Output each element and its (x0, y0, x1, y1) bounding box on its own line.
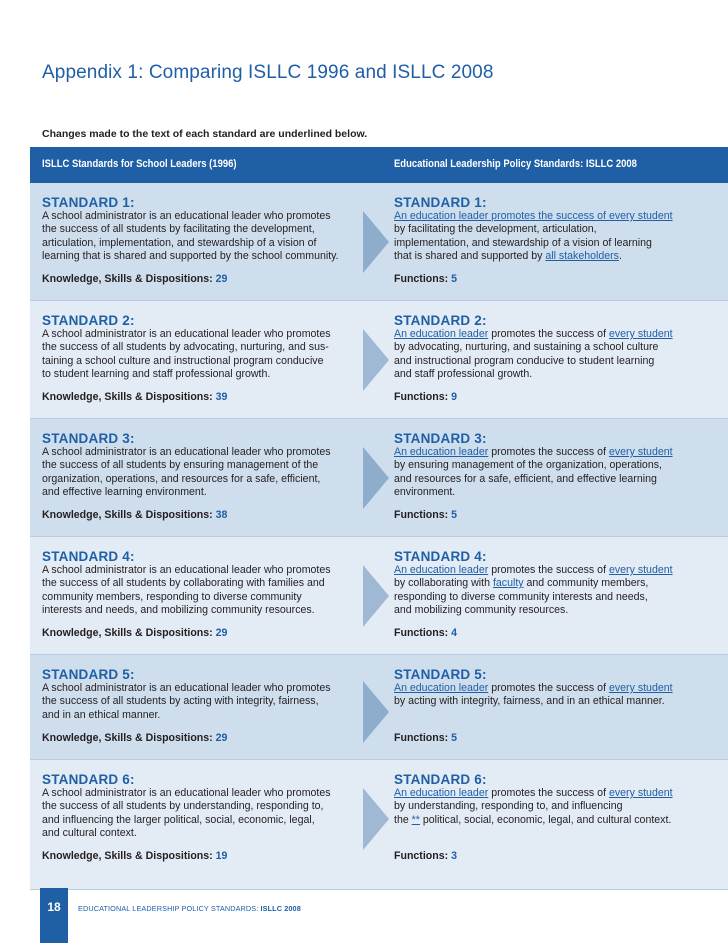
functions-value: 5 (451, 273, 457, 285)
standard-text-2008 (394, 787, 704, 827)
changed-text: An education leader promotes the success of every student (394, 210, 673, 222)
ksd-value: 19 (215, 850, 228, 862)
chevron-right-icon (363, 788, 389, 850)
ksd-label: Knowledge, Skills & Dispositions: (42, 850, 213, 862)
functions-count (394, 850, 457, 862)
changed-text: every student (608, 328, 673, 340)
ksd-label: Knowledge, Skills & Dispositions: (42, 391, 213, 403)
functions-count (394, 627, 457, 639)
standard-heading-2008: STANDARD 3: (394, 431, 487, 446)
standard-1996-cell (42, 431, 360, 500)
changed-text: ** (411, 813, 420, 826)
standard-row (30, 301, 728, 419)
standard-row (30, 655, 728, 760)
footer-text-main: EDUCATIONAL LEADERSHIP POLICY STANDARDS: (78, 904, 259, 913)
ksd-value: 29 (215, 627, 228, 639)
unchanged-text: promotes the success of (488, 787, 609, 799)
standard-2008-cell (394, 549, 704, 618)
unchanged-text: by collaborating with (394, 577, 490, 590)
unchanged-text: . (618, 250, 622, 263)
standard-text-1996: A school administrator is an educational leader who promotes the success of all students by acting with integrity, fairness, and in an ethical manner. (42, 682, 331, 721)
standard-row (30, 537, 728, 655)
ksd-value: 29 (215, 273, 228, 285)
page-subtitle: Changes made to the text of each standard are underlined below. (42, 128, 368, 140)
changed-text: An education leader (394, 564, 489, 576)
table-header (30, 147, 728, 183)
functions-label: Functions: (394, 273, 449, 285)
standard-heading-1996: STANDARD 5: (42, 667, 135, 682)
standard-2008-cell (394, 667, 704, 709)
standard-text-1996: A school administrator is an educational leader who promotes the success of all students by advocating, nurturing, and sus- taining a school culture and instructional program conducive to student learning and staff professional growth. (42, 328, 331, 381)
functions-label: Functions: (394, 732, 449, 744)
header-right-label: Educational Leadership Policy Standards: ISLLC 2008 (394, 158, 637, 170)
functions-label: Functions: (394, 509, 449, 521)
standard-1996-cell (42, 313, 360, 382)
unchanged-text: by acting with integrity, fairness, and in an ethical manner. (394, 695, 665, 708)
unchanged-text: by advocating, nurturing, and sustaining a school culture and instructional program conducive to student learning and staff professional growth. (394, 341, 659, 381)
unchanged-text: promotes the success of (488, 682, 609, 694)
changed-text: faculty (492, 577, 524, 590)
unchanged-text: by facilitating the development, articulation, implementation, and stewardship of a vision of learning that is shared and supported by (394, 223, 652, 263)
page-footer (30, 888, 728, 943)
functions-count (394, 391, 457, 403)
standard-heading-2008: STANDARD 4: (394, 549, 487, 564)
unchanged-text: and community members, responding to diverse community interests and needs, and mobilizing community resources. (394, 577, 649, 617)
standard-text-2008 (394, 210, 704, 264)
unchanged-text: promotes the success of (488, 446, 609, 458)
unchanged-text: political, social, economic, legal, and cultural context. (419, 813, 672, 826)
standard-heading-2008: STANDARD 2: (394, 313, 487, 328)
functions-value: 5 (451, 732, 457, 744)
standard-row (30, 419, 728, 537)
standard-heading-1996: STANDARD 3: (42, 431, 135, 446)
standard-text-2008 (394, 682, 704, 709)
chevron-right-icon (363, 681, 389, 743)
standard-text-2008 (394, 446, 704, 500)
page-title: Appendix 1: Comparing ISLLC 1996 and ISLLC 2008 (42, 62, 494, 83)
ksd-count (42, 850, 227, 862)
header-left-label: ISLLC Standards for School Leaders (1996) (42, 158, 237, 170)
ksd-count (42, 509, 227, 521)
standard-1996-cell (42, 772, 360, 841)
ksd-value: 29 (215, 732, 228, 744)
ksd-value: 38 (215, 509, 228, 521)
standards-table (30, 183, 728, 890)
standard-heading-1996: STANDARD 1: (42, 195, 135, 210)
changed-text: An education leader (394, 787, 489, 799)
ksd-count (42, 627, 227, 639)
functions-value: 3 (451, 850, 457, 862)
page-number: 18 (47, 900, 61, 914)
changed-text: every student (608, 446, 673, 458)
changed-text: every student (608, 682, 673, 694)
unchanged-text: promotes the success of (488, 328, 609, 340)
functions-count (394, 732, 457, 744)
standard-heading-1996: STANDARD 2: (42, 313, 135, 328)
standard-heading-1996: STANDARD 6: (42, 772, 135, 787)
chevron-right-icon (363, 447, 389, 509)
changed-text: every student (608, 787, 673, 799)
standard-2008-cell (394, 772, 704, 827)
unchanged-text: by understanding, responding to, and influencing the (394, 800, 623, 826)
changed-text: all stakeholders (545, 250, 619, 263)
functions-count (394, 509, 457, 521)
unchanged-text: by ensuring management of the organization, operations, and resources for a safe, efficient, and effective learning environment. (394, 459, 662, 499)
ksd-count (42, 273, 227, 285)
footer-text (78, 904, 301, 913)
standard-2008-cell (394, 195, 704, 264)
chevron-right-icon (363, 211, 389, 273)
ksd-count (42, 732, 227, 744)
standard-text-2008 (394, 328, 704, 382)
standard-heading-2008: STANDARD 5: (394, 667, 487, 682)
standard-row (30, 183, 728, 301)
chevron-right-icon (363, 329, 389, 391)
changed-text: every student (608, 564, 673, 576)
functions-label: Functions: (394, 391, 449, 403)
footer-text-bold: ISLLC 2008 (260, 904, 301, 913)
standard-text-1996: A school administrator is an educational leader who promotes the success of all students by understanding, responding to, and influencing the larger political, social, economic, legal, and cultural context. (42, 787, 331, 840)
chevron-right-icon (363, 565, 389, 627)
standard-1996-cell (42, 667, 360, 722)
standard-1996-cell (42, 549, 360, 618)
changed-text: An education leader (394, 682, 489, 694)
standard-row (30, 760, 728, 890)
functions-count (394, 273, 457, 285)
functions-value: 4 (451, 627, 457, 639)
ksd-value: 39 (215, 391, 228, 403)
standard-text-1996: A school administrator is an educational leader who promotes the success of all students by facilitating the development, articulation, implementation, and stewardship of a vision of learning that is shared and supported by the school community. (42, 210, 339, 263)
functions-label: Functions: (394, 627, 449, 639)
unchanged-text: promotes the success of (488, 564, 609, 576)
functions-label: Functions: (394, 850, 449, 862)
ksd-label: Knowledge, Skills & Dispositions: (42, 627, 213, 639)
standard-text-1996: A school administrator is an educational leader who promotes the success of all students by collaborating with families and community members, responding to diverse community interests and needs, and mobilizing community resources. (42, 564, 331, 617)
standard-heading-1996: STANDARD 4: (42, 549, 135, 564)
functions-value: 9 (451, 391, 457, 403)
ksd-label: Knowledge, Skills & Dispositions: (42, 732, 213, 744)
functions-value: 5 (451, 509, 457, 521)
page-number-tab (40, 888, 68, 943)
ksd-label: Knowledge, Skills & Dispositions: (42, 509, 213, 521)
standard-text-1996: A school administrator is an educational leader who promotes the success of all students by ensuring management of the organization, operations, and resources for a safe, efficient, and effective learning environment. (42, 446, 331, 499)
standard-2008-cell (394, 313, 704, 382)
changed-text: An education leader (394, 328, 489, 340)
ksd-count (42, 391, 227, 403)
standard-heading-2008: STANDARD 1: (394, 195, 487, 210)
standard-1996-cell (42, 195, 360, 264)
standard-2008-cell (394, 431, 704, 500)
standard-text-2008 (394, 564, 704, 618)
ksd-label: Knowledge, Skills & Dispositions: (42, 273, 213, 285)
standard-heading-2008: STANDARD 6: (394, 772, 487, 787)
changed-text: An education leader (394, 446, 489, 458)
